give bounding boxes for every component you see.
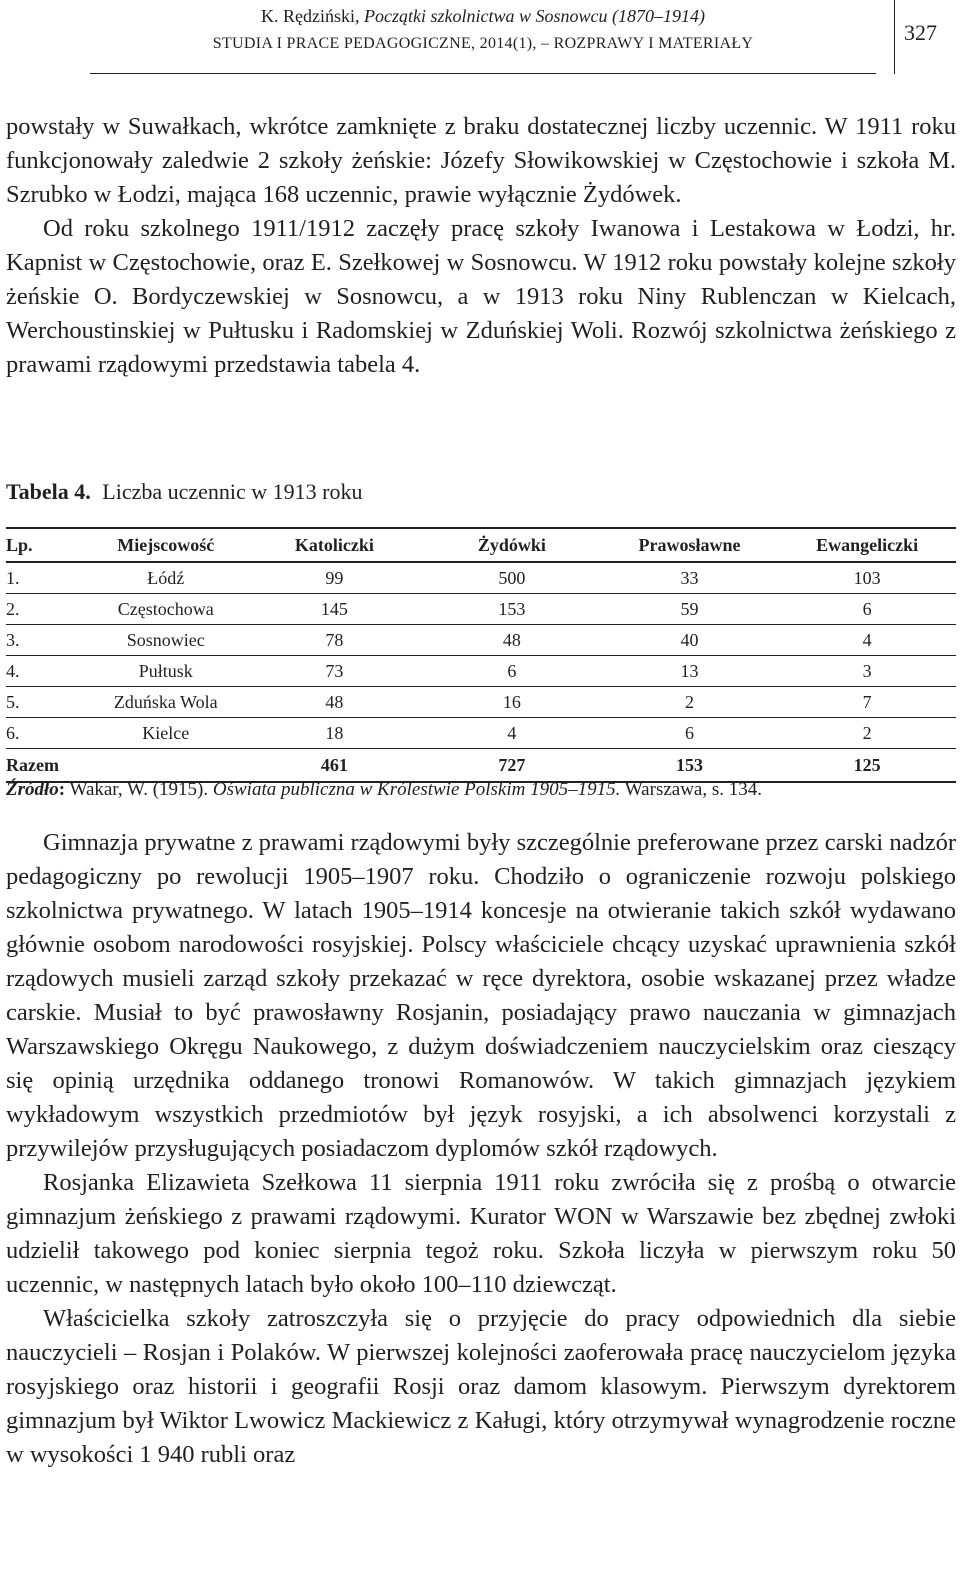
column-header: Lp. xyxy=(6,528,86,562)
column-header: Prawosławne xyxy=(601,528,779,562)
header-citation xyxy=(90,4,876,28)
table-cell: 6 xyxy=(778,594,956,625)
paragraph: Właścicielka szkoły zatroszczyła się o przyjęcie do pracy odpowiednich dla siebie nauczycieli – Rosjan i Polaków. W pierwszej kolejności zaoferowała pracę nauczycielom języka rosyjskiego oraz historii i geografii Rosji oraz damom klasowym. Pierwszym dyrektorem gimnazjum był Wiktor Lwowicz Mackiewicz z Kaługi, który otrzymywał wynagrodzenie roczne w wysokości 1 940 rubli oraz xyxy=(6,1305,956,1468)
table-cell: 48 xyxy=(423,625,601,656)
total-cell: 727 xyxy=(423,749,601,783)
table-cell: Pułtusk xyxy=(86,656,246,687)
table-cell: 40 xyxy=(601,625,779,656)
header-author: K. Rędziński, xyxy=(261,6,360,26)
column-header: Katoliczki xyxy=(246,528,424,562)
table-cell: 4 xyxy=(778,625,956,656)
source-label: Źródło xyxy=(6,779,59,800)
table-cell: 3. xyxy=(6,625,86,656)
table-row xyxy=(6,562,956,594)
column-header: Żydówki xyxy=(423,528,601,562)
table-cell: Sosnowiec xyxy=(86,625,246,656)
table-cell: Zduńska Wola xyxy=(86,687,246,718)
column-header: Miejscowość xyxy=(86,528,246,562)
table-row xyxy=(6,594,956,625)
table-cell: 6 xyxy=(601,718,779,749)
table-cell: 500 xyxy=(423,562,601,594)
table-cell: 73 xyxy=(246,656,424,687)
table-caption-label: Tabela 4. xyxy=(6,479,91,504)
table-cell: 2. xyxy=(6,594,86,625)
total-cell: 461 xyxy=(246,749,424,783)
table-cell: Częstochowa xyxy=(86,594,246,625)
paragraph: powstały w Suwałkach, wkrótce zamknięte z braku dostatecznej liczby uczennic. W 1911 roku funkcjonowały zaledwie 2 szkoły żeńskie: Józefy Słowikowskiej w Częstochowie i szkoła M. Szrubko w Łodzi, mająca 168 uczennic, prawie wyłącznie Żydówek. xyxy=(6,113,956,208)
table-cell: Kielce xyxy=(86,718,246,749)
table-cell: 153 xyxy=(423,594,601,625)
table-cell: 6. xyxy=(6,718,86,749)
source-citation-end: Warszawa, s. 134. xyxy=(624,779,762,800)
table-cell: 103 xyxy=(778,562,956,594)
table-row xyxy=(6,656,956,687)
body-text-bottom xyxy=(6,826,956,1472)
table-source xyxy=(6,777,762,803)
table-row xyxy=(6,718,956,749)
paragraph: Od roku szkolnego 1911/1912 zaczęły pracę szkoły Iwanowa i Lestakowa w Łodzi, hr. Kapnist w Częstochowie, oraz E. Szełkowej w Sosnowcu. W 1912 roku powstały kolejne szkoły żeńskie O. Bordyczewskiej w Sosnowcu, a w 1913 roku Niny Rublenczan w Kielcach, Werchoustinskiej w Pułtusku i Radomskiej w Zduńskiej Woli. Rozwój szkolnictwa żeńskiego z prawami rządowymi przedstawia tabela 4. xyxy=(6,215,956,378)
table-cell: 33 xyxy=(601,562,779,594)
page-number: 327 xyxy=(904,20,937,45)
table-cell: 4 xyxy=(423,718,601,749)
paragraph: Rosjanka Elizawieta Szełkowa 11 sierpnia 1911 roku zwróciła się z prośbą o otwarcie gimnazjum żeńskiego z prawami rządowymi. Kurator WON w Warszawie bez zbędnej zwłoki udzielił takowego pod koniec sierpnia tegoż roku. Szkoła liczyła w pierwszym roku 50 uczennic, w następnych latach było około 100–110 dziewcząt. xyxy=(6,1169,956,1298)
table-caption xyxy=(6,478,363,506)
table-row xyxy=(6,625,956,656)
header-vertical-rule xyxy=(894,0,895,74)
header-rule xyxy=(90,73,876,74)
table-cell: 4. xyxy=(6,656,86,687)
table-cell: 2 xyxy=(778,718,956,749)
table-cell: 2 xyxy=(601,687,779,718)
table-header-row xyxy=(6,528,956,562)
source-title: Oświata publiczna w Królestwie Polskim 1905–1915. xyxy=(212,779,621,800)
table-row xyxy=(6,687,956,718)
total-label: Razem xyxy=(6,749,86,783)
source-citation-start: Wakar, W. (1915). xyxy=(69,779,209,800)
table-cell: 3 xyxy=(778,656,956,687)
total-cell: 125 xyxy=(778,749,956,783)
header-article-title: Początki szkolnictwa w Sosnowcu (1870–1914) xyxy=(364,6,705,26)
table-caption-text: Liczba uczennic w 1913 roku xyxy=(102,479,363,504)
table-cell: 18 xyxy=(246,718,424,749)
header-journal: STUDIA I PRACE PEDAGOGICZNE, 2014(1), – ROZPRAWY I MATERIAŁY xyxy=(212,35,754,52)
table-cell: 145 xyxy=(246,594,424,625)
table-cell: 48 xyxy=(246,687,424,718)
table-cell: 78 xyxy=(246,625,424,656)
table-cell: 13 xyxy=(601,656,779,687)
paragraph: Gimnazja prywatne z prawami rządowymi były szczególnie preferowane przez carski nadzór pedagogiczny po rewolucji 1905–1907 roku. Chodziło o ograniczenie rozwoju polskiego szkolnictwa prywatnego. W latach 1905–1914 koncesje na otwieranie takich szkół wydawano głównie osobom narodowości rosyjskiej. Polscy właściciele chcący uzyskać uprawnienia szkół rządowych musieli zarząd szkoły przekazać w ręce dyrektora, osobie wskazanej przez władze carskie. Musiał to być prawosławny Rosjanin, posiadający prawo nauczania w gimnazjach Warszawskiego Okręgu Naukowego, z dużym doświadczeniem nauczycielskim oraz cieszący się opinią urzędnika oddanego tronowi Romanowów. W takich gimnazjach językiem wykładowym wszystkich przedmiotów był język rosyjski, a ich absolwenci korzystali z przywilejów przysługujących posiadaczom dyplomów szkół rządowych. xyxy=(6,829,956,1162)
table-cell: 7 xyxy=(778,687,956,718)
total-cell: 153 xyxy=(601,749,779,783)
table-cell: 1. xyxy=(6,562,86,594)
body-text-top xyxy=(6,110,956,382)
column-header: Ewangeliczki xyxy=(778,528,956,562)
table-cell: 99 xyxy=(246,562,424,594)
table-cell: 59 xyxy=(601,594,779,625)
data-table xyxy=(6,527,956,783)
source-colon: : xyxy=(58,779,66,800)
table-cell: Łódź xyxy=(86,562,246,594)
table-cell: 16 xyxy=(423,687,601,718)
header-text xyxy=(90,4,876,56)
table-cell: 5. xyxy=(6,687,86,718)
table-cell: 6 xyxy=(423,656,601,687)
